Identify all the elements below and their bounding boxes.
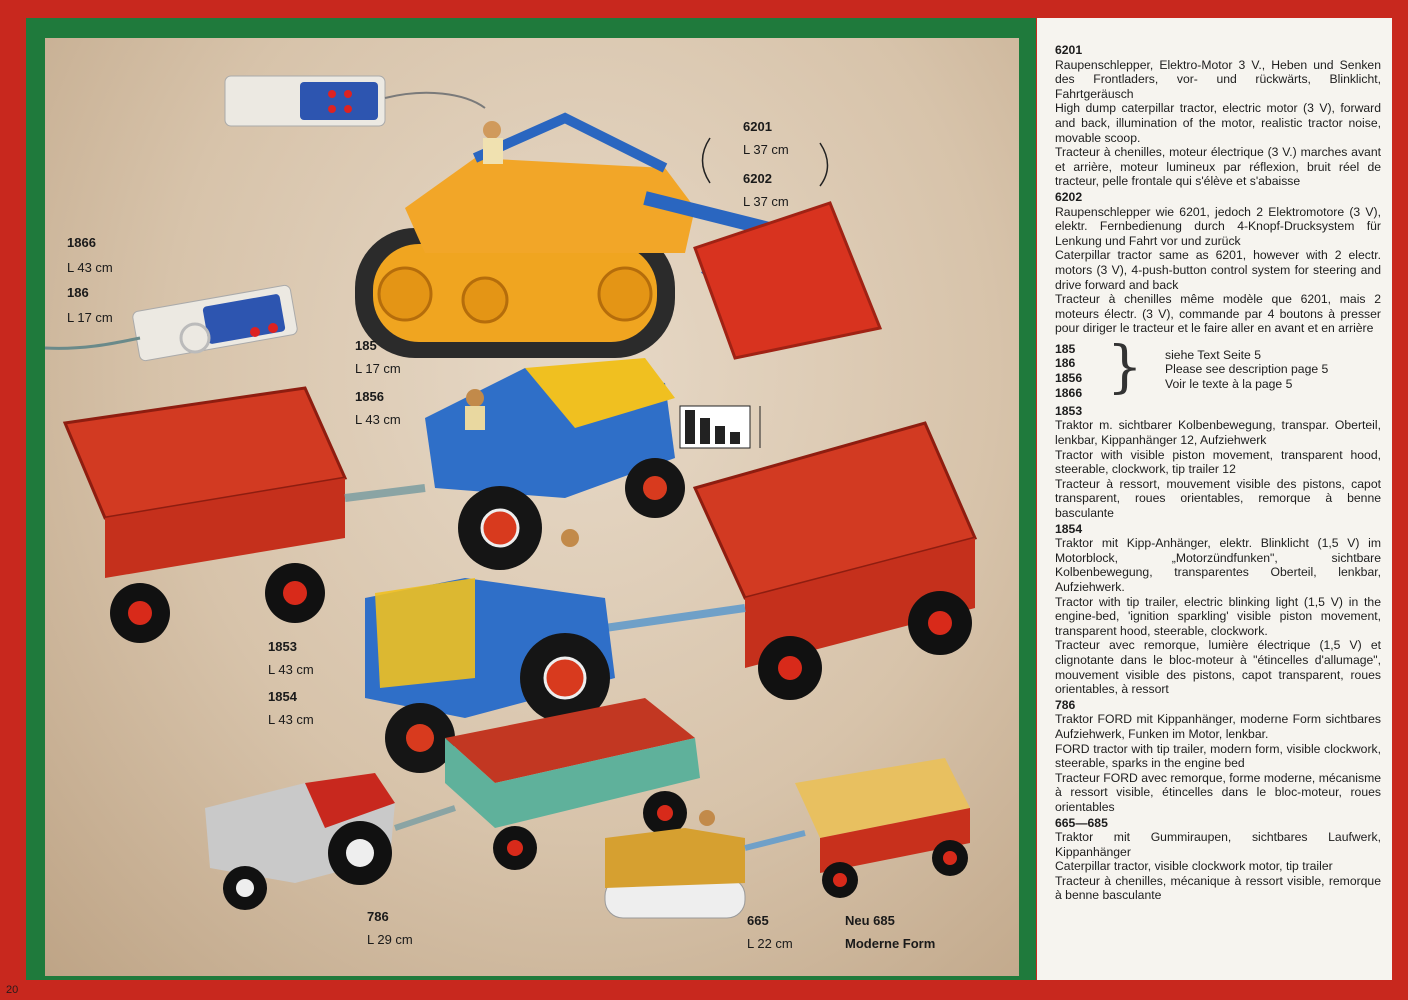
entry-en: Tractor with visible piston movement, transparent hood, steerable, clockwork, tip trailer 12 bbox=[1055, 447, 1381, 477]
tractor-1856 bbox=[425, 358, 685, 570]
label-1866: 1866 L 43 cm bbox=[67, 235, 113, 275]
entry-fr: Tracteur à chenilles, mécanique à ressort visible, remorque à benne basculante bbox=[1055, 873, 1381, 903]
description-text bbox=[1055, 42, 1381, 903]
toy-illustration bbox=[45, 38, 1019, 976]
entry-code-6201: 6201 bbox=[1055, 43, 1083, 57]
ref-code: 186 bbox=[1055, 356, 1076, 371]
ref-code: 1856 bbox=[1055, 371, 1083, 386]
entry-de: Raupenschlepper wie 6201, jedoch 2 Elektromotore (3 V), elektr. Fernbedienung durch 4-Knopf-Drucksystem für Lenkung und Fahrt vor und zurück bbox=[1055, 204, 1381, 248]
entry-en: FORD tractor with tip trailer, modern form, visible clockwork, steerable, sparks in the engine bed bbox=[1055, 741, 1381, 771]
entry-fr: Tracteur à ressort, mouvement visible des pistons, capot transparent, roues orientables, remorque à benne basculante bbox=[1055, 476, 1381, 521]
trailer-small bbox=[795, 758, 970, 898]
label-1856: 1856 L 43 cm bbox=[355, 389, 401, 427]
ref-line: Please see description page 5 bbox=[1165, 362, 1329, 377]
ref-line: siehe Text Seite 5 bbox=[1165, 347, 1261, 362]
entry-de: Traktor m. sichtbarer Kolbenbewegung, transpar. Oberteil, lenkbar, Kippanhänger 12, Aufziehwerk bbox=[1055, 418, 1381, 448]
description-panel bbox=[1037, 18, 1392, 980]
entry-fr: Tracteur à chenilles même modèle que 6201, mais 2 moteurs électr. (3 V), commande par 4 boutons à presser pour diriger le tracteur et le faire aller en avant et en arrière bbox=[1055, 292, 1381, 336]
entry-en: Caterpillar tractor same as 6201, however with 2 electr. motors (3 V), 4-push-button control system for steering and drive forward and back bbox=[1055, 248, 1381, 292]
entry-en: Tractor with tip trailer, electric blinking light (1,5 V) in the engine-bed, 'ignition sparkling' visible piston movement, transparent hood, steerable, clockwork. bbox=[1055, 594, 1381, 638]
entry-de: Traktor mit Gummiraupen, sichtbares Laufwerk, Kippanhänger bbox=[1055, 830, 1381, 859]
label-786: 786 L 29 cm bbox=[367, 909, 413, 947]
page-number: 20 bbox=[6, 984, 19, 996]
label-186: 186 L 17 cm bbox=[67, 285, 113, 325]
label-185: 185 L 17 cm bbox=[355, 338, 401, 376]
label-1853: 1853 L 43 cm bbox=[268, 639, 314, 677]
bulldozer-6201 bbox=[355, 118, 880, 358]
entry-de: Traktor mit Kipp-Anhänger, elektr. Blinklicht (1,5 V) im Motorblock, „Motorzündfunken", sichtbare Kolbenbewegung, transparentes Oberteil, lenkbar, Aufziehwerk. bbox=[1055, 536, 1381, 594]
entry-en: High dump caterpillar tractor, electric motor (3 V), forward and back, illumination of the motor, realistic tractor noise, movable scoop. bbox=[1055, 101, 1381, 145]
entry-code-1854: 1854 bbox=[1055, 521, 1083, 536]
arrow-icon bbox=[820, 143, 828, 186]
arrow-icon bbox=[703, 138, 711, 183]
remote-control-top bbox=[225, 76, 485, 126]
label-665: 665 L 22 cm bbox=[747, 913, 793, 951]
reference-group bbox=[1055, 334, 1381, 402]
entry-de: Raupenschlepper, Elektro-Motor 3 V., Heben und Senken des Frontladers, vor- und rückwärts, Blinklicht, Fahrtgeräusch bbox=[1055, 57, 1381, 101]
entry-fr: Tracteur à chenilles, moteur électrique (3 V.) marches avant et arrière, moteur lumineux par réflexion, bruit réel de tracteur, pelle frontale qui s'élève et s'abaisse bbox=[1055, 145, 1381, 189]
ref-code: 1866 bbox=[1055, 385, 1083, 400]
label-6201: 6201 L 37 cm bbox=[743, 119, 789, 157]
entry-en: Caterpillar tractor, visible clockwork motor, tip trailer bbox=[1055, 859, 1333, 874]
entry-fr: Tracteur avec remorque, lumière électrique (1,5 V) et clignotante dans le bloc-moteur à "étincelles d'allumage", mouvement visible des pistons, capot transparent, roues orientables, à ressort bbox=[1055, 638, 1381, 697]
toy-photo bbox=[45, 38, 1019, 976]
tractor-665 bbox=[605, 810, 805, 918]
entry-code-1853: 1853 bbox=[1055, 403, 1083, 418]
ref-code: 185 bbox=[1055, 341, 1076, 356]
entry-code-6202: 6202 bbox=[1055, 189, 1083, 204]
label-1854: 1854 L 43 cm bbox=[268, 689, 314, 727]
entry-fr: Tracteur FORD avec remorque, forme moderne, mécanisme à ressort visible, étincelles dans le bloc-moteur, roues orientables bbox=[1055, 770, 1382, 814]
label-6202: 6202 L 37 cm bbox=[743, 171, 789, 209]
entry-code-665-685: 665—685 bbox=[1055, 815, 1108, 830]
brace-icon: } bbox=[1107, 334, 1143, 400]
size-chart-icon bbox=[680, 406, 760, 448]
ref-line: Voir le texte à la page 5 bbox=[1165, 377, 1293, 392]
entry-de: Traktor FORD mit Kippanhänger, moderne Form sichtbares Aufziehwerk, Funken im Motor, lenkbar. bbox=[1055, 712, 1381, 741]
label-685: Neu 685 Moderne Form bbox=[845, 913, 936, 951]
entry-code-786: 786 bbox=[1055, 697, 1076, 712]
tractor-786 bbox=[205, 773, 455, 910]
